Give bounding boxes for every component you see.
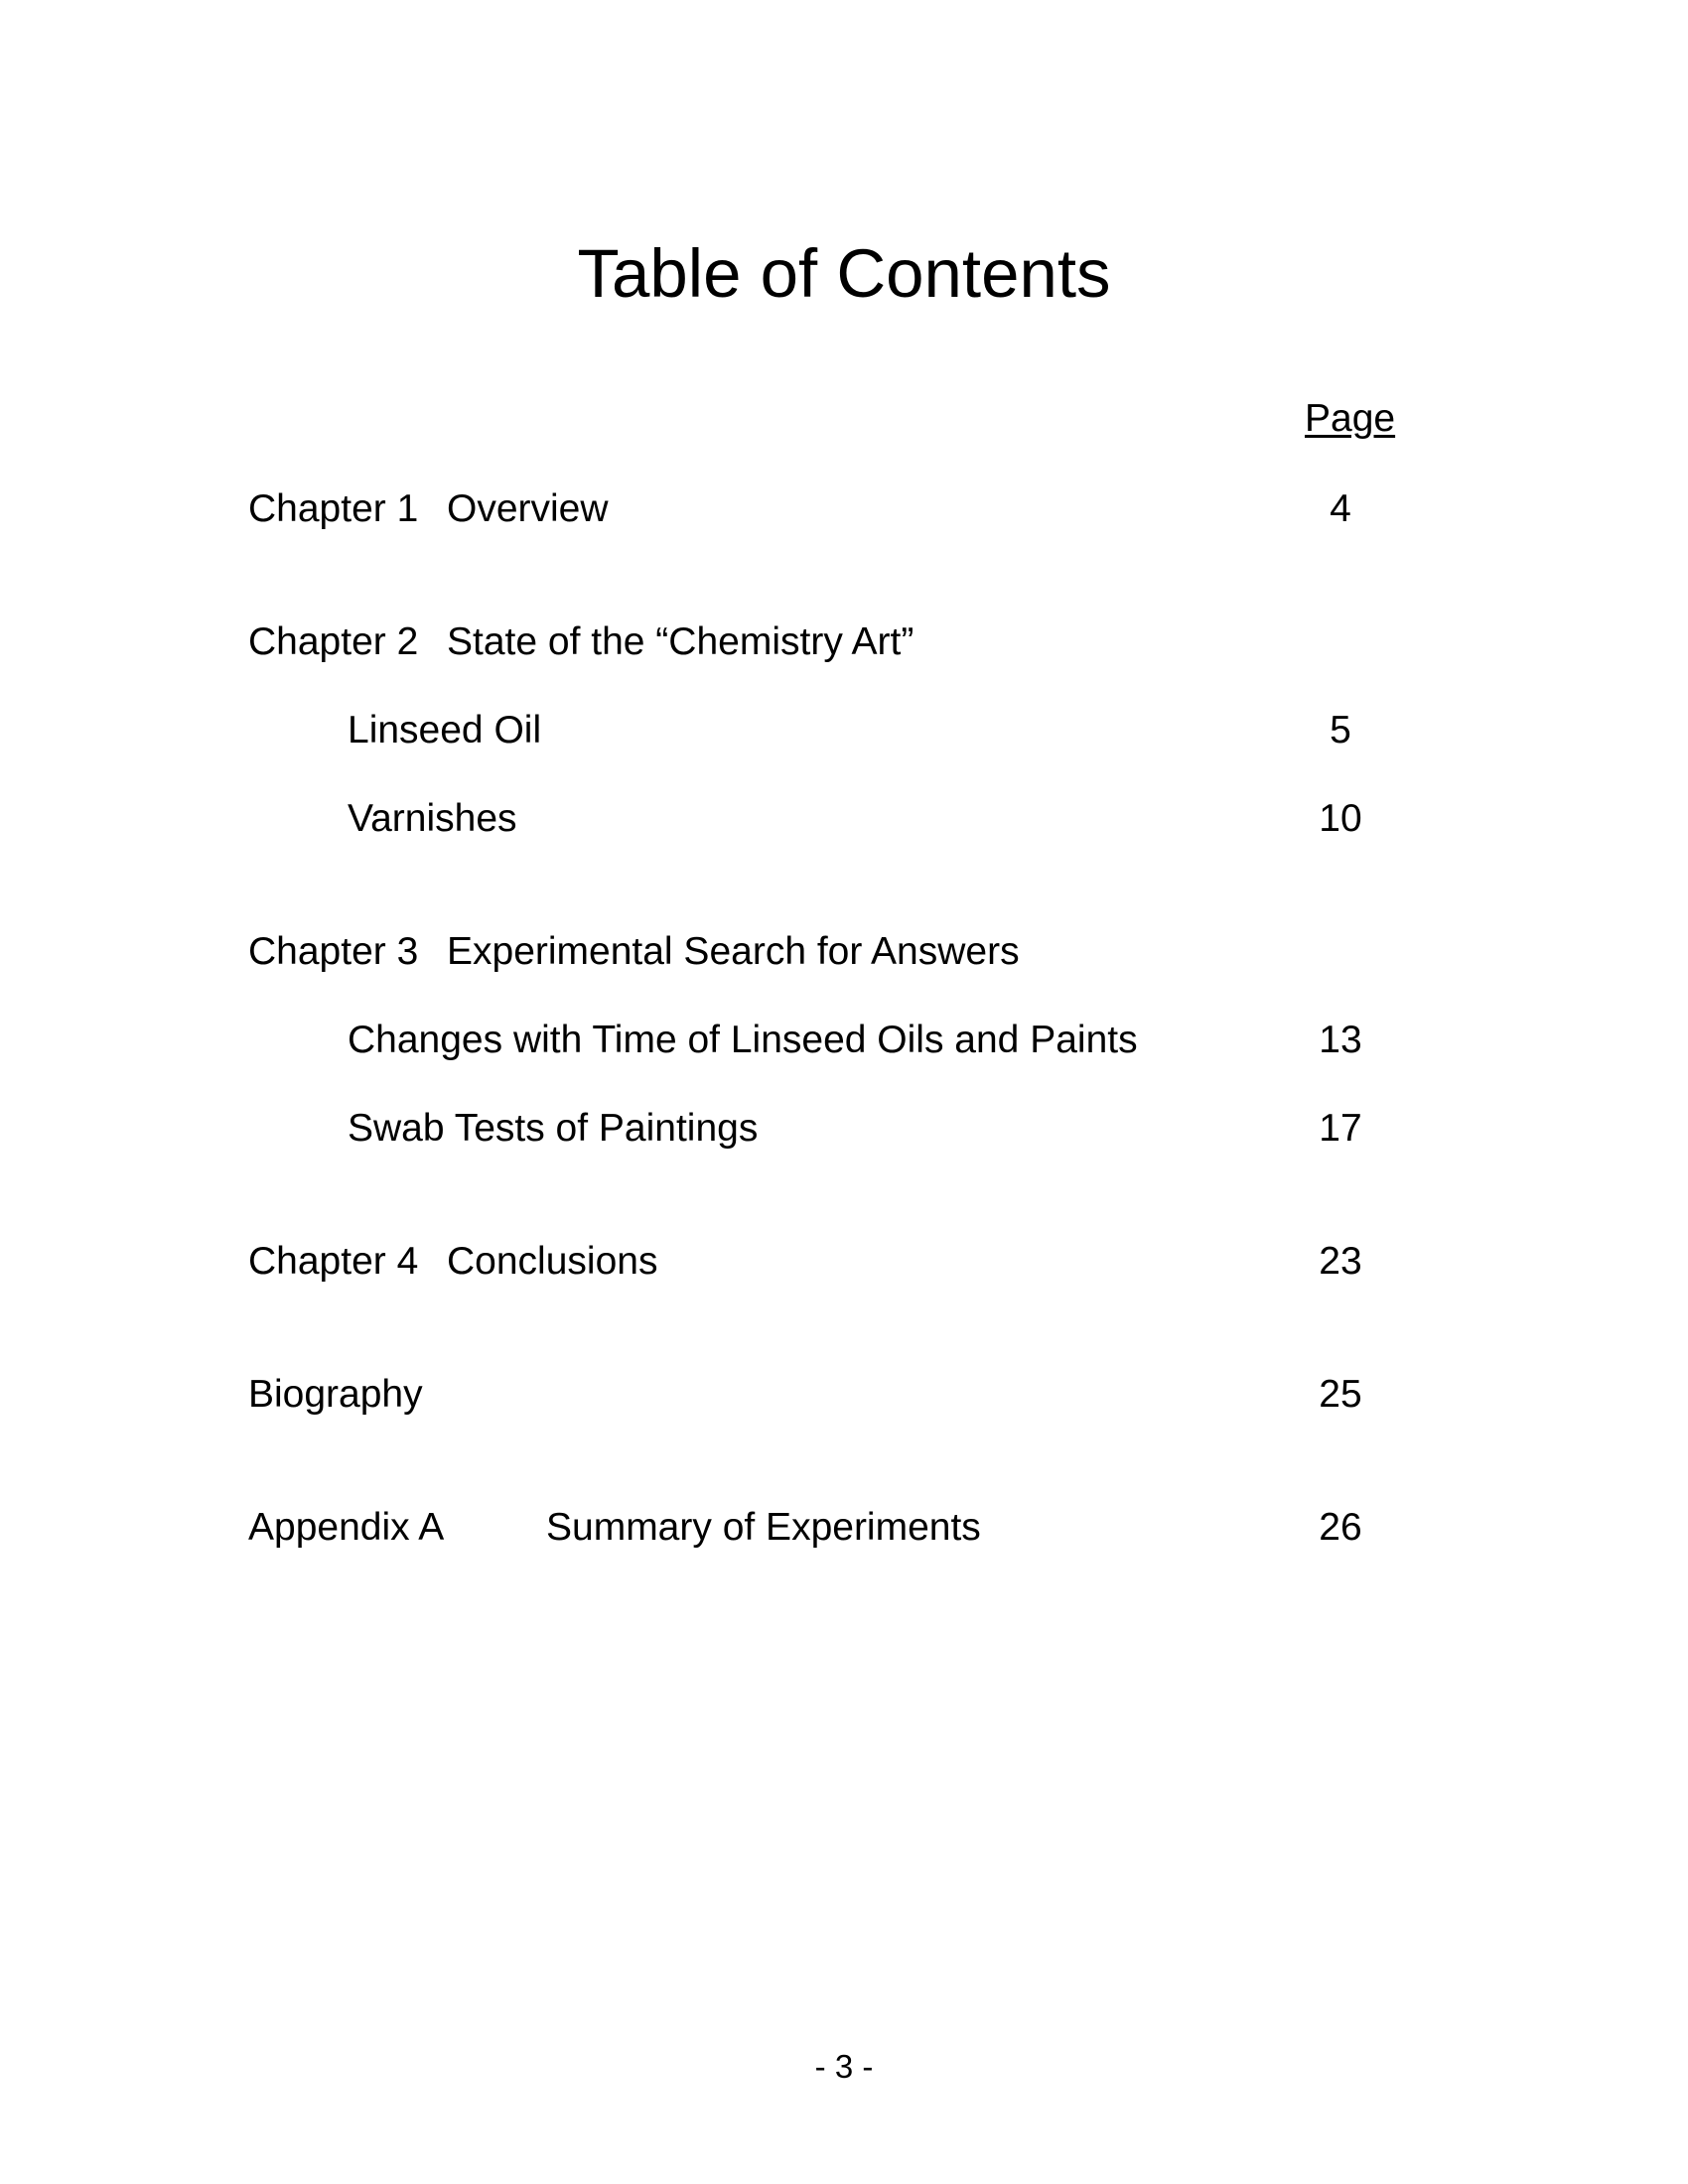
entry-page-number: 5 <box>1330 709 1351 751</box>
entry-title: Swab Tests of Paintings <box>348 1107 759 1150</box>
entry-page-number: 23 <box>1319 1240 1362 1283</box>
entry-page-number: 10 <box>1319 797 1362 840</box>
page-column-header: Page <box>1305 397 1396 440</box>
entry-title: Changes with Time of Linseed Oils and Paints <box>348 1019 1138 1061</box>
page-title: Table of Contents <box>577 235 1111 312</box>
chapter-label: Chapter 2 <box>248 620 419 663</box>
entry-title: State of the “Chemistry Art” <box>447 620 914 663</box>
entry-title: Summary of Experiments <box>546 1506 981 1549</box>
toc-entry-varnishes <box>0 796 1688 842</box>
entry-title: Biography <box>248 1373 423 1416</box>
entry-title: Overview <box>447 487 609 530</box>
toc-entry-chapter-3 <box>0 929 1688 975</box>
toc-entry-chapter-1 <box>0 486 1688 532</box>
entry-page-number: 26 <box>1319 1506 1362 1549</box>
toc-entry-appendix-a <box>0 1505 1688 1551</box>
entry-page-number: 17 <box>1319 1107 1362 1150</box>
chapter-label: Appendix A <box>248 1506 445 1549</box>
toc-entry-chapter-4 <box>0 1239 1688 1285</box>
toc-entry-swab-tests <box>0 1106 1688 1152</box>
entry-title: Linseed Oil <box>348 709 542 751</box>
entry-page-number: 4 <box>1330 487 1351 530</box>
chapter-label: Chapter 1 <box>248 487 419 530</box>
toc-entry-changes-with-time <box>0 1018 1688 1063</box>
entry-title: Varnishes <box>348 797 517 840</box>
toc-entry-chapter-2 <box>0 619 1688 665</box>
entry-page-number: 25 <box>1319 1373 1362 1416</box>
chapter-label: Chapter 3 <box>248 930 419 973</box>
toc-entry-linseed-oil <box>0 708 1688 753</box>
entry-title: Experimental Search for Answers <box>447 930 1020 973</box>
page-number-footer: - 3 - <box>814 2048 874 2085</box>
chapter-label: Chapter 4 <box>248 1240 419 1283</box>
entry-page-number: 13 <box>1319 1019 1362 1061</box>
entry-title: Conclusions <box>447 1240 658 1283</box>
toc-entry-biography <box>0 1372 1688 1418</box>
